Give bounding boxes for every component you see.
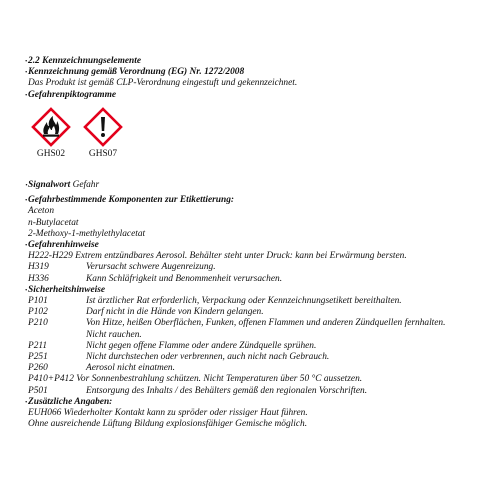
component-item: 2-Methoxy-1-methylethylacetat xyxy=(28,228,146,239)
precaution-statement: P260 Aerosol nicht einatmen. xyxy=(28,363,175,374)
precaution-statement: P101 Ist ärztlicher Rat erforderlich, Verpackung oder Kennzeichnungsetikett bereithalten. xyxy=(28,296,402,307)
additional-line: EUH066 Wiederholter Kontakt kann zu spröder oder rissiger Haut führen. xyxy=(28,408,308,419)
precaution-continuation: Nicht rauchen. xyxy=(86,329,142,340)
precaution-statement: P501 Entsorgung des Inhalts / des Behälters gemäß den regionalen Vorschriften. xyxy=(28,385,368,396)
hazard-heading: · Gefahrenhinweise xyxy=(25,240,99,251)
component-item: Aceton xyxy=(28,206,55,217)
precaution-statement: P102 Darf nicht in die Hände von Kindern gelangen. xyxy=(28,307,264,318)
hazard-statement: H336 Kann Schläfrigkeit und Benommenheit verursachen. xyxy=(28,273,283,284)
pictograms-heading: · Gefahrenpiktogramme xyxy=(25,89,117,100)
precaution-statement: P251 Nicht durchstechen oder verbrennen, auch nicht nach Gebrauch. xyxy=(28,352,330,363)
hazard-statement: H222-H229 Extrem entzündbares Aerosol. Behälter steht unter Druck: kann bei Erwärmung bersten. xyxy=(28,251,407,262)
pictogram-list xyxy=(30,107,494,160)
additional-line: Ohne ausreichende Lüftung Bildung explosionsfähiger Gemische möglich. xyxy=(28,419,308,430)
pictogram-ghs02 xyxy=(30,107,72,160)
section-title: · 2.2 Kennzeichnungselemente xyxy=(25,56,142,66)
precaution-statement: P410+P412 Vor Sonnenbestrahlung schützen. Nicht Temperaturen über 50 °C aussetzen. xyxy=(28,374,363,385)
component-item: n-Butylacetat xyxy=(28,217,79,228)
signal-word: · Signalwort Gefahr xyxy=(25,180,100,191)
components-heading: · Gefahrbestimmende Komponenten zur Etikettierung: xyxy=(25,195,235,206)
precaution-heading: · Sicherheitshinweise xyxy=(25,284,106,295)
precaution-statement: P211 Nicht gegen offene Flamme oder andere Zündquelle sprühen. xyxy=(28,340,317,351)
exclamation-icon xyxy=(83,107,123,147)
pictogram-label: GHS02 xyxy=(36,148,66,159)
pictogram-ghs07 xyxy=(82,107,124,160)
hazard-statement: H319 Verursacht schwere Augenreizung. xyxy=(28,262,216,273)
pictogram-label: GHS07 xyxy=(88,148,118,159)
regulation-heading: · Kennzeichnung gemäß Verordnung (EG) Nr. 1272/2008 xyxy=(25,67,245,78)
label-elements-section xyxy=(25,56,494,430)
flame-icon xyxy=(31,107,71,147)
signal-word-value: Gefahr xyxy=(72,180,100,191)
regulation-text: Das Produkt ist gemäß CLP-Verordnung eingestuft und gekennzeichnet. xyxy=(28,78,298,89)
precaution-statement: P210 Von Hitze, heißen Oberflächen, Funken, offenen Flammen und anderen Zündquellen fernhalten. xyxy=(28,318,446,329)
additional-heading: · Zusätzliche Angaben: xyxy=(25,396,113,407)
